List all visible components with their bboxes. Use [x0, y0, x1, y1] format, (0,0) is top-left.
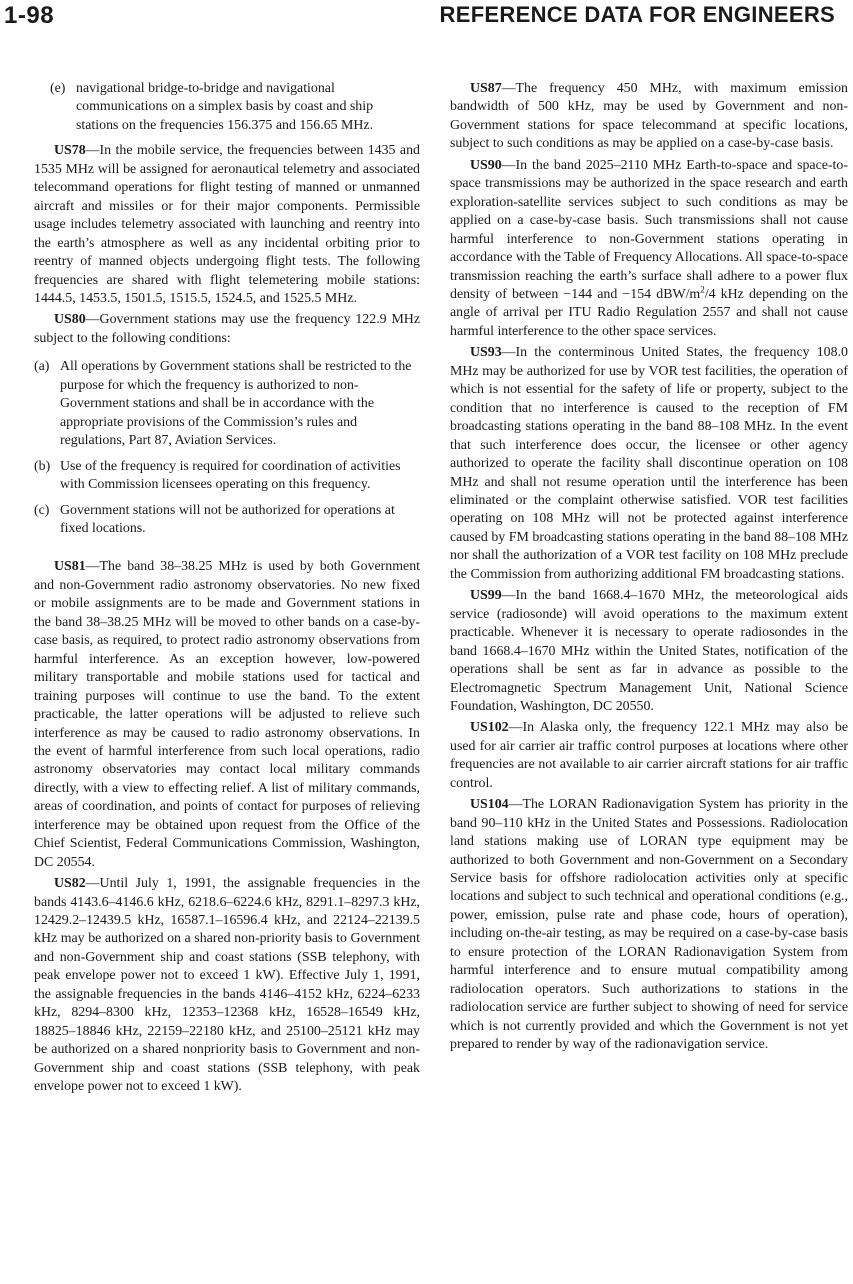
rule-us82 [34, 875, 420, 1096]
list-item-a [34, 358, 420, 450]
running-title: REFERENCE DATA FOR ENGINEERS [439, 2, 835, 27]
page-header [0, 0, 853, 32]
item-label: (c) [34, 502, 50, 518]
rule-id: US99 [470, 588, 502, 604]
rule-us80 [34, 311, 420, 348]
item-text: Government stations will not be authorized for operations at fixed locations. [60, 502, 395, 536]
rule-text: —The band 38–38.25 MHz is used by both Government and non-Government radio astronomy observatories. No new fixed or mobile assignments are to be made and Government stations in the band 38–38.25 MHz will be moved to other bands on a case-by-case basis, as required, to protect radio astronomy observations from harmful interference. As an exception however, low-powered military transportable and mobile stations used for tactical and training purposes will continue to use the band. To the extent practicable, the latter operations will be adjusted to relieve such interference as may be caused to radio astronomy observations. In the event of harmful interference from such local operations, radio astronomy observatories may contact local military commands directly, with a view to effecting relief. A list of military commands, areas of coordination, and points of contact for purposes of relieving interference may be obtained upon request from the Office of the Chief Scientist, Federal Communications Commission, Washington, DC 20554. [34, 559, 420, 870]
list-item-b [34, 458, 420, 495]
page-number: 1-98 [4, 2, 55, 29]
rule-us78 [34, 142, 420, 308]
rule-id: US93 [470, 345, 502, 361]
left-column [34, 80, 420, 1097]
rule-text-continued: /4 kHz depending on the angle of arrival per ITU Radio Regulation 2557 and shall not cause harmful interference to the other space services. [450, 286, 848, 339]
rule-us102 [450, 719, 848, 793]
rule-id: US87 [470, 81, 502, 96]
list-item-e [34, 80, 420, 135]
rule-text: —Until July 1, 1991, the assignable frequencies in the bands 4143.6–4146.6 kHz, 6218.6–6224.6 kHz, 8291.1–8297.3 kHz, 12429.2–12439.5 kHz, 16587.1–16596.4 kHz, and 22124–22139.5 kHz may be authorized on a shared non-priority basis to Government and non-Government ship and coast stations (SSB telephony, with peak envelope power not to exceed 1 kW). Effective July 1, 1991, the assignable frequencies in the bands 4146–4152 kHz, 6224–6233 kHz, 8294–8300 kHz, 12353–12368 kHz, 16528–16549 kHz, 18825–18846 kHz, 22159–22180 kHz, and 25100–25121 kHz may be authorized on a shared nonpriority basis to Government and non-Government ship and coast stations (SSB telephony, with peak envelope power not to exceed 1 kW). [34, 876, 420, 1095]
item-label: (b) [34, 458, 51, 474]
item-label: (a) [34, 359, 50, 375]
rule-us90 [450, 157, 848, 342]
item-label: (e) [50, 81, 66, 96]
item-text: All operations by Government stations shall be restricted to the purpose for which the frequency is authorized to non-Government stations and shall be in accordance with the appropriate provisions of the Commission’s rules and regulations, Part 87, Aviation Services. [60, 359, 412, 449]
rule-text: —In the band 1668.4–1670 MHz, the meteorological aids service (radiosonde) will avoid operations to the maximum extent practicable. Whenever it is necessary to operate radiosondes in the band 1668.4–1670 MHz within the United States, notification of the operations shall be sent as far in advance as possible to the Electromagnetic Spectrum Management Unit, National Science Foundation, Washington, DC 20550. [450, 588, 848, 714]
superscript: 2 [700, 284, 705, 295]
rule-id: US104 [470, 797, 509, 813]
rule-id: US102 [470, 720, 509, 736]
item-text: navigational bridge-to-bridge and navigational communications on a simplex basis by coast and ship stations on the frequencies 156.375 and 156.65 MHz. [76, 81, 374, 133]
rule-text: —In the band 2025–2110 MHz Earth-to-space and space-to-space transmissions may be authorized in the space research and earth exploration-satellite services subject to such conditions as may be applied on a case-by-case basis. Such transmissions shall not cause harmful interference to non-Government stations operating in accordance with the Table of Frequency Allocations. All space-to-space transmission reaching the earth’s surface shall adhere to a power flux density of between −144 and −154 dBW/m [450, 157, 848, 302]
rule-us93 [450, 344, 848, 584]
rule-us104 [450, 796, 848, 1054]
rule-text: —Government stations may use the frequency 122.9 MHz subject to the following conditions: [34, 312, 420, 346]
rule-text: —The LORAN Radionavigation System has priority in the band 90–110 kHz in the United States and Possessions. Radiolocation land stations making use of LORAN type equipment may be authorized to both Government and non-Government on a Secondary Service basis for offshore radiolocation activities only at specific locations and subject to such technical and operational conditions (e.g., power, emission, pulse rate and phase code, hours of operation), including on-the-air testing, as may be required on a case-by-case basis to ensure protection of the LORAN Radionavigation System from harmful interference and to ensure mutual compatibility among radiolocation operators. Such authorizations to stations in the radiolocation service are further subject to showing of need for service which is not currently provided and which the Government is not yet prepared to render by way of the radionavigation service. [450, 797, 848, 1053]
rule-id: US82 [54, 876, 86, 892]
rule-us87 [450, 80, 848, 154]
rule-text: —In the conterminous United States, the frequency 108.0 MHz may be authorized for use by VOR test facilities, the operation of which is not essential for the safety of life or property, subject to the condition that no interference is caused to the reception of FM broadcasting stations operating in the band 88–108 MHz. In the event that such interference does occur, the licensee or other agency authorized to operate the facility shall discontinue operation on 108 MHz and shall not resume operation until the interference has been eliminated or the complaint otherwise satisfied. VOR test facilities operating on 108 MHz will not be protected against interference caused by FM broadcasting stations operating in the band 88–108 MHz nor shall the authorization of a VOR test facility on 108 MHz preclude the Commission from authorizing additional FM broadcasting stations. [450, 345, 848, 582]
rule-text: —In the mobile service, the frequencies between 1435 and 1535 MHz will be assigned for aeronautical telemetry and associated telecommand operations for flight testing of manned or unmanned aircraft and missiles or for their major components. Permissible usage includes telemetry associated with launching and reentry into the earth’s atmosphere as well as any incidental orbiting prior to reentry of manned objects undergoing flight tests. The following frequencies are shared with flight telemetering mobile stations: 1444.5, 1453.5, 1501.5, 1515.5, 1524.5, and 1525.5 MHz. [34, 143, 420, 306]
rule-us99 [450, 587, 848, 716]
list-item-c [34, 502, 420, 539]
rule-us81 [34, 558, 420, 872]
rule-id: US80 [54, 312, 86, 328]
rule-id: US78 [54, 143, 86, 159]
item-text: Use of the frequency is required for coordination of activities with Commission licensees operating on this frequency. [60, 458, 401, 493]
rule-text: —In Alaska only, the frequency 122.1 MHz may also be used for air carrier air traffic control purposes at locations where other frequencies are not available to air carrier aircraft stations for air traffic control. [450, 720, 848, 791]
right-column [450, 80, 848, 1055]
rule-id: US81 [54, 559, 86, 575]
us80-conditions-list [34, 358, 420, 538]
rule-text: —The frequency 450 MHz, with maximum emission bandwidth of 500 kHz, may be used by Government and non-Government stations for space telecommand at specific locations, subject to such conditions as may be applied on a case-by-case basis. [450, 81, 848, 152]
rule-id: US90 [470, 157, 502, 173]
